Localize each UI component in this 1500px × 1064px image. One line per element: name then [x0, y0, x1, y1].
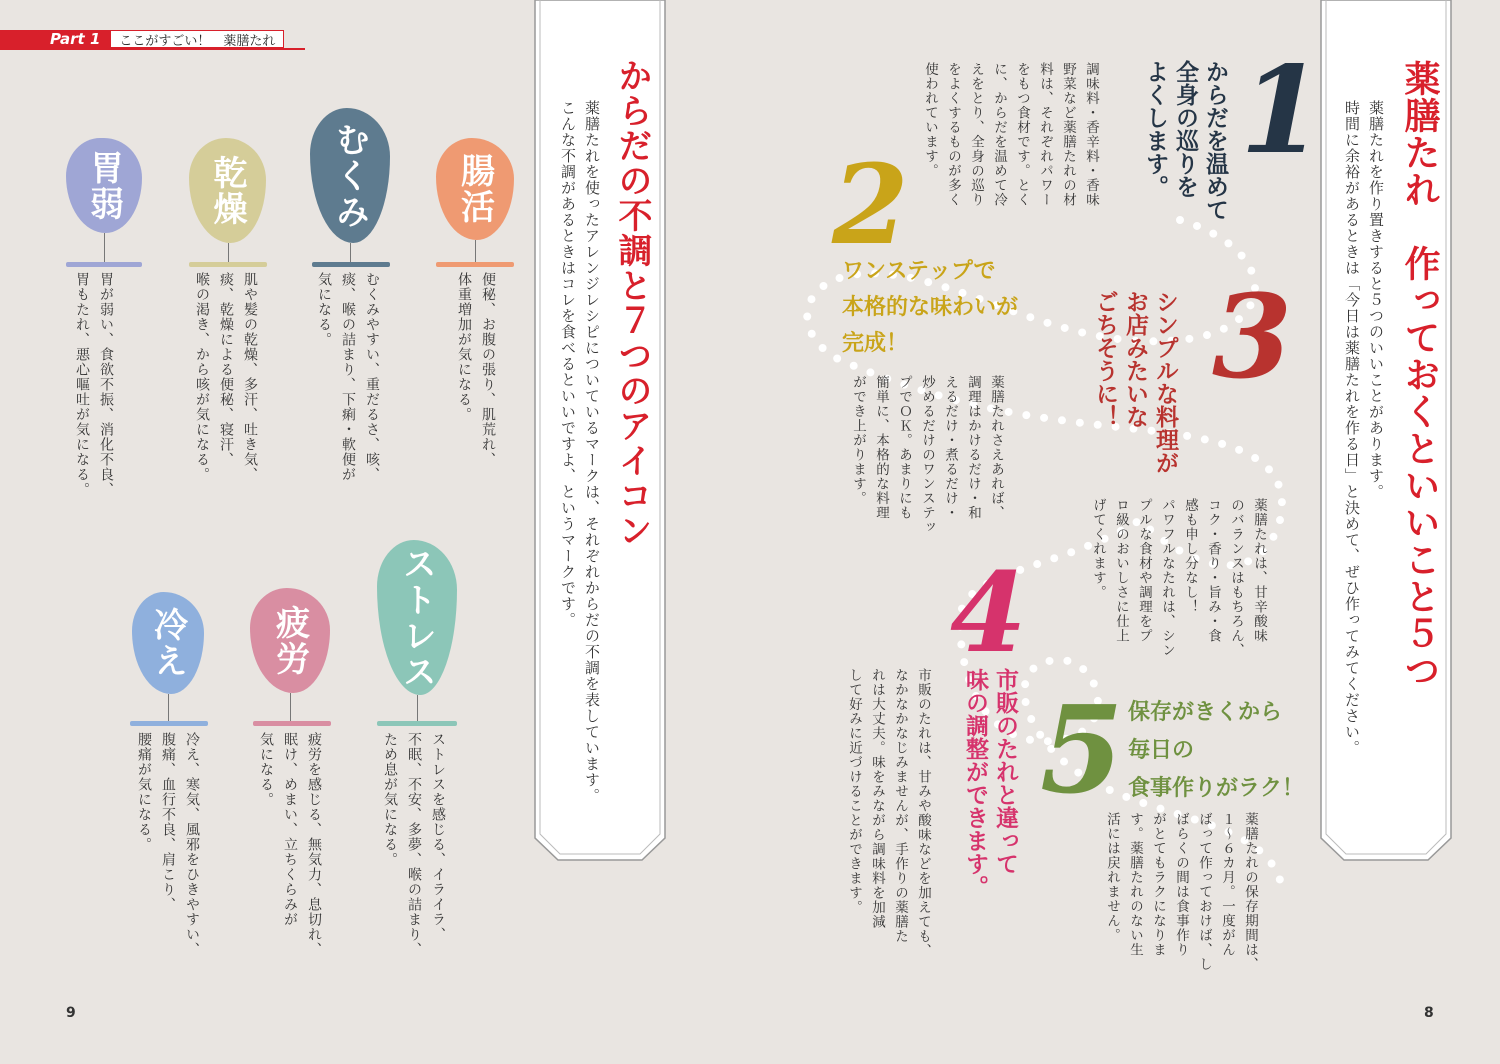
part-header	[0, 30, 284, 48]
point-number: 1	[1240, 40, 1324, 181]
icon-description: 冷え、寒気、風邪をひきやすい、 腹痛、血行不良、肩こり、 腰痛が気になる。	[136, 732, 200, 957]
icon-label: ストレス	[396, 545, 437, 690]
point-number: 2	[832, 140, 909, 269]
point-heading: からだを温めて 全身の巡りを よくします。	[1142, 60, 1228, 221]
icon-bar	[130, 721, 208, 726]
icon-stem	[168, 694, 169, 724]
point-heading: シンプルな料理が お店みたいな ごちそうに！	[1092, 290, 1178, 474]
icon-cold	[132, 592, 204, 694]
icon-stem	[290, 693, 291, 724]
point-heading: 保存がきくから 毎日の 食事作りがラク！	[1128, 700, 1305, 801]
icon-description: 胃が弱い、食欲不振、消化不良、 胃もたれ、悪心嘔吐が気になる。	[74, 272, 114, 497]
right-panel-body: 薬膳たれを作り置きすると５つのいいことがあります。 時間に余裕があるときは「今日は薬膳たれを作る日」と決めて、ぜひ作ってみてください。	[1343, 100, 1385, 756]
point-body: 薬膳たれさえあれば、 調理はかけるだけ・和 えるだけ・煮るだけ・ 炒めるだけのワンステッ プでＯＫ。あまりにも 簡単に、本格的な料理 ができ上がります。	[850, 375, 1004, 535]
icon-description: 疲労を感じる、無気力、息切れ、 眠け、めまい、立ちくらみが 気になる。	[258, 732, 322, 957]
point-body: 薬膳たれの保存期間は、 １〜６カ月。一度がん ばって作っておけば、し ばらくの間は食事作り がとてもラクになりま す。薬膳たれのない生 活には戻れません。	[1104, 812, 1258, 972]
center-panel-body: 薬膳たれを使ったアレンジレシピについているマークは、それぞれからだの不調を表しています。 こんな不調があるときはコレを食べるといいですよ、というマークです。	[559, 100, 601, 804]
page-number-left: 9	[66, 1005, 76, 1021]
icon-stem	[417, 695, 418, 724]
icon-bar	[66, 262, 142, 267]
icon-bar	[189, 262, 267, 267]
icon-label: 胃弱	[83, 149, 124, 222]
part-title: ここがすごい！ 薬膳たれ	[110, 30, 284, 48]
icon-stress	[377, 540, 457, 695]
icon-description: 肌や髪の乾燥、多汗、吐き気、 痰、乾燥による便秘、寝汗、 喉の渇き、から咳が気になる。	[194, 272, 258, 482]
icon-label: 乾燥	[207, 154, 247, 227]
icon-bar	[312, 262, 390, 267]
point-heading: 市販のたれと違って 味の調整ができます。	[962, 668, 1018, 898]
point-number: 4	[950, 548, 1027, 677]
icon-description: ストレスを感じる、イライラ、 不眠、不安、多夢、喉の詰まり、 ため息が気になる。	[382, 732, 446, 957]
icon-fatigue	[250, 588, 330, 693]
icon-label: 冷え	[147, 607, 188, 679]
header-rule	[0, 48, 305, 50]
icon-gastro	[66, 138, 142, 233]
part-label: Part 1	[0, 30, 110, 48]
right-panel-title: 薬膳たれ 作っておくといいこと５つ	[1399, 60, 1440, 689]
icon-swelling	[310, 108, 390, 243]
icon-description: 便秘、お腹の張り、肌荒れ、 体重増加が気になる。	[456, 272, 496, 467]
icon-label: 腸活	[454, 153, 495, 225]
icon-bar	[436, 262, 514, 267]
icon-label: 疲労	[269, 604, 310, 677]
point-number: 3	[1212, 270, 1293, 405]
icon-bar	[377, 721, 457, 726]
icon-dry	[189, 138, 266, 243]
center-panel-title: からだの不調と７つのアイコン	[612, 58, 652, 548]
icon-gut	[436, 138, 514, 240]
point-heading: ワンステップで 本格的な味わいが 完成！	[842, 259, 1019, 356]
page-number-right: 8	[1424, 1005, 1434, 1021]
icon-bar	[253, 721, 331, 726]
point-body: 市販のたれは、甘みや酸味などを加えても、 なかなかなじみませんが、手作りの薬膳た れは大丈夫。味をみながら調味料を加減 して好みに近づけることができます。	[846, 668, 931, 958]
point-body: 薬膳たれは、甘辛酸味 のバランスはもちろん、 コク・香り・旨み・食 感も申し分なし！ パワフルなたれは、シン プルな食材や調理をプ ロ級のおいしさに仕上 げてくれます。	[1090, 498, 1267, 658]
icon-description: むくみやすい、重だるさ、咳、 痰、喉の詰まり、下痢・軟便が 気になる。	[316, 272, 380, 482]
icon-label: むくみ	[329, 121, 370, 230]
point-number: 5	[1040, 680, 1124, 821]
point-body: 調味料・香辛料・香味 野菜など薬膳たれの材 料は、それぞれパワー をもつ食材です。とく に、からだを温めて冷 えをとり、全身の巡り をよくするものが多く 使われています。	[922, 62, 1099, 207]
icon-stem	[104, 233, 105, 265]
